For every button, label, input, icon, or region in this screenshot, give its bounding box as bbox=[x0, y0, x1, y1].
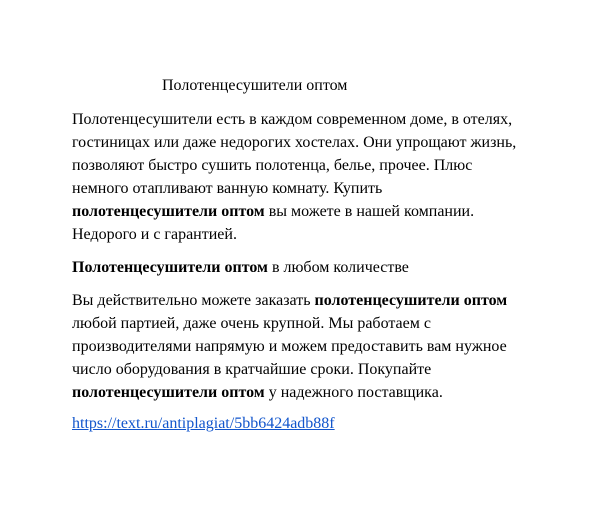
text-line: Недорого и с гарантией. bbox=[72, 226, 237, 243]
document-title: Полотенцесушители оптом bbox=[162, 77, 348, 94]
antiplagiat-link[interactable]: https://text.ru/antiplagiat/5bb6424adb88f bbox=[72, 415, 335, 432]
text-line: позволяют быстро сушить полотенца, белье, прочее. Плюс bbox=[72, 157, 473, 174]
link-paragraph bbox=[72, 412, 335, 435]
text-line: Полотенцесушители есть в каждом современном доме, в отелях, bbox=[72, 111, 513, 128]
text-line: гостиницах или даже недорогих хостелах. Они упрощают жизнь, bbox=[72, 134, 517, 151]
text-line: число оборудования в кратчайшие сроки. Покупайте bbox=[72, 361, 432, 378]
keyword-bold: Полотенцесушители оптом bbox=[72, 259, 268, 276]
text-segment: в любом количестве bbox=[267, 259, 409, 276]
keyword-bold: полотенцесушители оптом bbox=[314, 292, 508, 309]
paragraph-wholesale bbox=[72, 289, 507, 404]
section-heading bbox=[72, 256, 409, 279]
text-segment: Вы действительно можете заказать bbox=[72, 292, 315, 309]
heading-line bbox=[72, 256, 409, 279]
text-line bbox=[72, 200, 516, 223]
text-line: немного отапливают ванную комнату. Купить bbox=[72, 180, 383, 197]
text-line: любой партией, даже очень крупной. Мы работаем с bbox=[72, 315, 431, 332]
keyword-bold: полотенцесушители оптом bbox=[72, 203, 265, 220]
keyword-bold: полотенцесушители оптом bbox=[72, 384, 265, 401]
text-line: производителями напрямую и можем предоставить вам нужное bbox=[72, 338, 507, 355]
text-line bbox=[72, 381, 507, 404]
text-segment: вы можете в нашей компании. bbox=[264, 203, 475, 220]
text-line bbox=[72, 289, 507, 312]
text-segment: у надежного поставщика. bbox=[264, 384, 443, 401]
paragraph-intro bbox=[72, 108, 516, 246]
